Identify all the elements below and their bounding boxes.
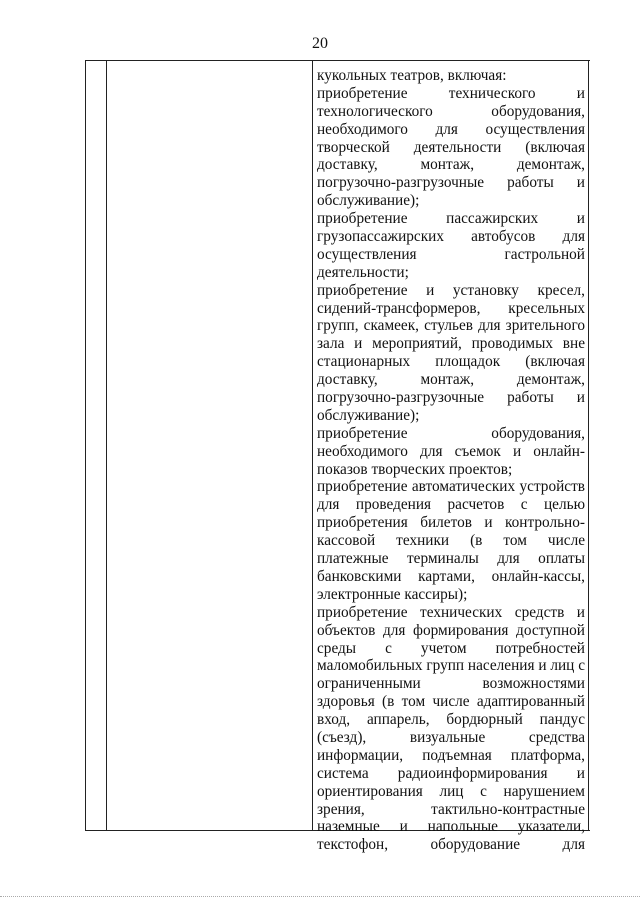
table-column-divider-1	[106, 61, 107, 830]
text-line: технологического оборудования,	[317, 102, 585, 120]
text-line: текстофон, оборудование для	[317, 836, 585, 854]
text-line: доставку, монтаж, демонтаж,	[317, 156, 585, 174]
text-line: приобретение технического и	[317, 84, 585, 102]
text-line: необходимого для осуществления	[317, 120, 585, 138]
text-line: приобретения билетов и контрольно-	[317, 514, 585, 532]
text-line: деятельности;	[317, 263, 409, 281]
text-line: электронные кассиры);	[317, 585, 468, 603]
text-line: приобретение и установку кресел,	[317, 281, 585, 299]
page-number: 20	[312, 35, 328, 52]
text-line: приобретение оборудования,	[317, 424, 585, 442]
text-line: творческой деятельности (включая	[317, 138, 585, 156]
text-line: для проведения расчетов с целью	[317, 496, 585, 514]
text-line: объектов для формирования доступной	[317, 621, 585, 639]
text-line: ориентирования лиц с нарушением	[317, 782, 585, 800]
text-line: кассовой техники (в том числе	[317, 532, 585, 550]
text-line: ограниченными возможностями	[317, 675, 585, 693]
text-line: доставку, монтаж, демонтаж,	[317, 371, 585, 389]
text-line: информации, подъемная платформа,	[317, 746, 585, 764]
text-line: осуществления гастрольной	[317, 245, 585, 263]
text-line: приобретение технических средств и	[317, 603, 585, 621]
table-cell-description	[317, 67, 585, 854]
text-line: система радиоинформирования и	[317, 764, 585, 782]
text-line: показов творческих проектов;	[317, 460, 513, 478]
table-border-left	[85, 61, 86, 830]
page-bottom-edge	[0, 896, 640, 897]
text-line: погрузочно-разгрузочные работы и	[317, 389, 585, 407]
text-line: приобретение пассажирских и	[317, 210, 585, 228]
text-line: сидений-трансформеров, кресельных	[317, 299, 585, 317]
text-line: групп, скамеек, стульев для зрительного	[317, 317, 585, 335]
text-line: среды с учетом потребностей	[317, 639, 585, 657]
text-line: здоровья (в том числе адаптированный	[317, 693, 585, 711]
text-line: банковскими картами, онлайн-кассы,	[317, 567, 585, 585]
text-line: необходимого для съемок и онлайн-	[317, 442, 585, 460]
text-line: грузопассажирских автобусов для	[317, 228, 585, 246]
text-line: зрения, тактильно-контрастные	[317, 800, 585, 818]
text-line: стационарных площадок (включая	[317, 353, 585, 371]
table-border-right	[588, 61, 589, 830]
text-line: (съезд), визуальные средства	[317, 728, 585, 746]
text-line: платежные терминалы для оплаты	[317, 550, 585, 568]
text-line: обслуживание);	[317, 192, 420, 210]
text-line: обслуживание);	[317, 406, 420, 424]
text-line: кукольных театров, включая:	[317, 67, 507, 84]
table-column-divider-2	[312, 61, 313, 830]
text-line: вход, аппарель, бордюрный пандус	[317, 711, 585, 729]
text-line: наземные и напольные указатели,	[317, 818, 585, 836]
text-line: погрузочно-разгрузочные работы и	[317, 174, 585, 192]
text-line: приобретение автоматических устройств	[317, 478, 585, 496]
text-line: зала и мероприятий, проводимых вне	[317, 335, 585, 353]
text-line: маломобильных групп населения и лиц с	[317, 657, 585, 675]
